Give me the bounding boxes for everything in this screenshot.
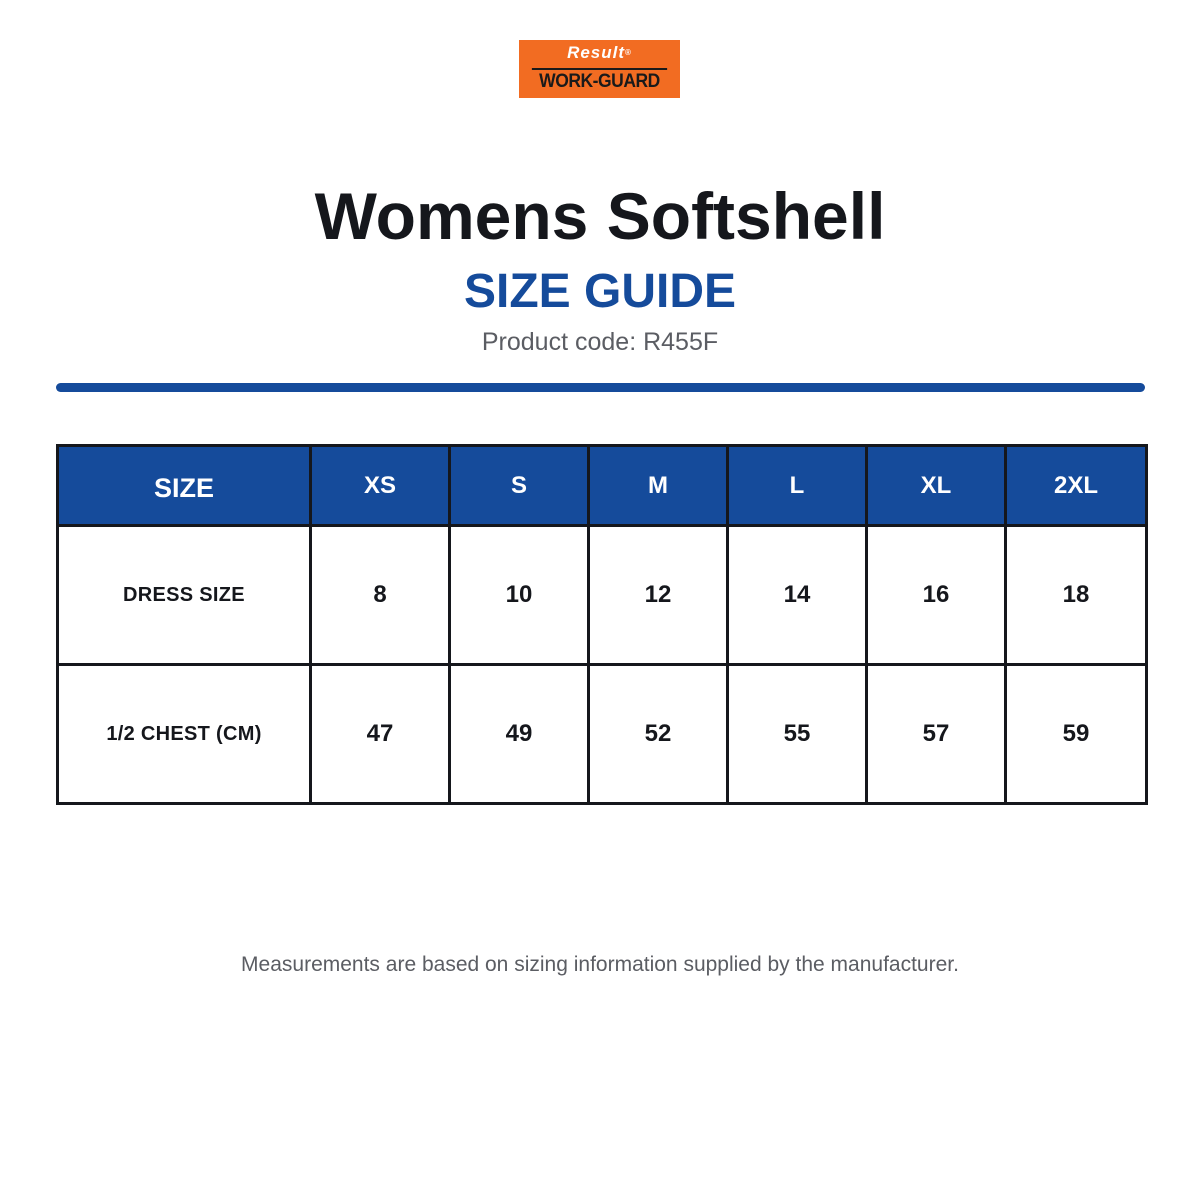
table-cell: 8 — [311, 526, 450, 665]
registered-mark: ® — [625, 48, 632, 57]
row-label-half-chest: 1/2 CHEST (CM) — [58, 665, 311, 804]
table-cell: 52 — [589, 665, 728, 804]
table-cell: 10 — [450, 526, 589, 665]
header-cell-size: SIZE — [58, 446, 311, 526]
table-cell: 47 — [311, 665, 450, 804]
footnote: Measurements are based on sizing information supplied by the manufacturer. — [241, 953, 959, 976]
table-cell: 57 — [867, 665, 1006, 804]
header-cell-xs: XS — [311, 446, 450, 526]
header-cell-2xl: 2XL — [1006, 446, 1147, 526]
table-row-half-chest — [58, 665, 1147, 804]
header-cell-s: S — [450, 446, 589, 526]
size-table — [56, 444, 1148, 805]
logo-workguard-text: WORK-GUARD — [532, 68, 667, 95]
table-cell: 14 — [728, 526, 867, 665]
table-cell: 59 — [1006, 665, 1147, 804]
table-cell: 16 — [867, 526, 1006, 665]
header-cell-l: L — [728, 446, 867, 526]
header-cell-m: M — [589, 446, 728, 526]
table-row-dress-size — [58, 526, 1147, 665]
table-cell: 18 — [1006, 526, 1147, 665]
table-cell: 12 — [589, 526, 728, 665]
row-label-dress-size: DRESS SIZE — [58, 526, 311, 665]
header-cell-xl: XL — [867, 446, 1006, 526]
page-title: Womens Softshell — [314, 179, 886, 253]
logo-result-text: Result® — [567, 43, 632, 62]
table-header-row — [58, 446, 1147, 526]
product-code: Product code: R455F — [481, 328, 719, 356]
table-cell: 55 — [728, 665, 867, 804]
page-subtitle: SIZE GUIDE — [463, 265, 737, 318]
brand-logo — [519, 40, 680, 98]
divider-rule — [56, 383, 1145, 392]
table-cell: 49 — [450, 665, 589, 804]
